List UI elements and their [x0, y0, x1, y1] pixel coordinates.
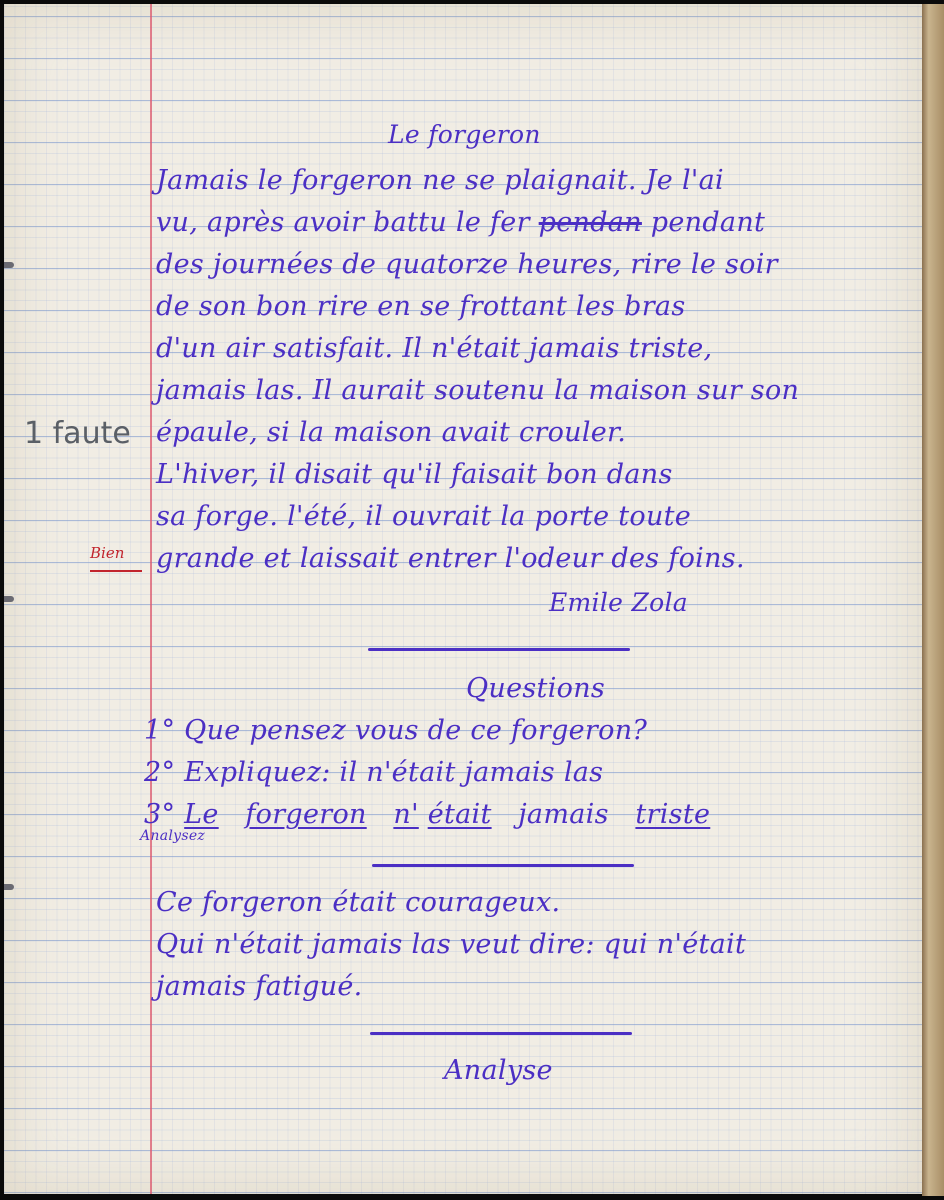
binding-hole — [4, 884, 14, 890]
margin-line — [150, 4, 152, 1194]
answer-line: jamais fatigué. — [156, 971, 363, 1002]
notebook-edge — [922, 4, 944, 1196]
question-number: 3° — [144, 799, 176, 830]
analysis-word: Le — [184, 799, 219, 830]
binding-hole — [4, 262, 14, 268]
dictation-line — [156, 202, 765, 244]
dictation-line: jamais las. Il aurait soutenu la maison sur son — [156, 375, 800, 406]
dictation-line: sa forge. l'été, il ouvrait la porte toute — [156, 501, 692, 532]
question-text: Que pensez vous de ce forgeron? — [184, 715, 648, 746]
analysez-label: Analysez — [140, 828, 206, 844]
author-signature: Emile Zola — [549, 588, 689, 617]
question-number: 1° — [144, 715, 176, 746]
dictation-line: grande et laissait entrer l'odeur des foins. — [156, 543, 745, 574]
question-item — [144, 794, 710, 836]
dictation-line: Jamais le forgeron ne se plaignait. Je l'ai — [156, 165, 724, 196]
separator-rule — [372, 864, 634, 867]
analysis-heading: Analyse — [444, 1055, 553, 1086]
question-text: Expliquez: il n'était jamais las — [184, 757, 604, 788]
notebook-page — [4, 4, 922, 1194]
analysis-word: jamais — [518, 799, 609, 830]
separator-rule — [370, 1032, 632, 1035]
teacher-mark-underline — [90, 570, 142, 572]
analysis-word: forgeron — [245, 799, 367, 830]
dictation-line: de son bon rire en se frottant les bras — [156, 291, 686, 322]
dictation-text: vu, après avoir battu le fer — [156, 207, 530, 238]
margin-annotation: 1 faute — [24, 416, 131, 451]
question-number: 2° — [144, 757, 176, 788]
question-item — [144, 710, 647, 752]
dictation-line: des journées de quatorze heures, rire le soir — [156, 249, 778, 280]
dictation-line: L'hiver, il disait qu'il faisait bon dans — [156, 459, 673, 490]
question-item — [144, 752, 603, 794]
analysis-word: n' — [393, 799, 419, 830]
dictation-line: épaule, si la maison avait crouler. — [156, 417, 627, 448]
binding-hole — [4, 596, 14, 602]
answer-line: Ce forgeron était courageux. — [156, 887, 561, 918]
analysis-word: triste — [635, 799, 711, 830]
crossed-out-word: pendan — [538, 207, 642, 238]
questions-heading: Questions — [466, 673, 606, 704]
dictation-title: Le forgeron — [388, 120, 541, 149]
separator-rule — [368, 648, 630, 651]
analysis-word: était — [427, 799, 492, 830]
teacher-mark: Bien — [90, 544, 125, 562]
corrected-word: pendant — [650, 207, 766, 238]
dictation-line: d'un air satisfait. Il n'était jamais triste, — [156, 333, 713, 364]
answer-line: Qui n'était jamais las veut dire: qui n'était — [156, 929, 747, 960]
